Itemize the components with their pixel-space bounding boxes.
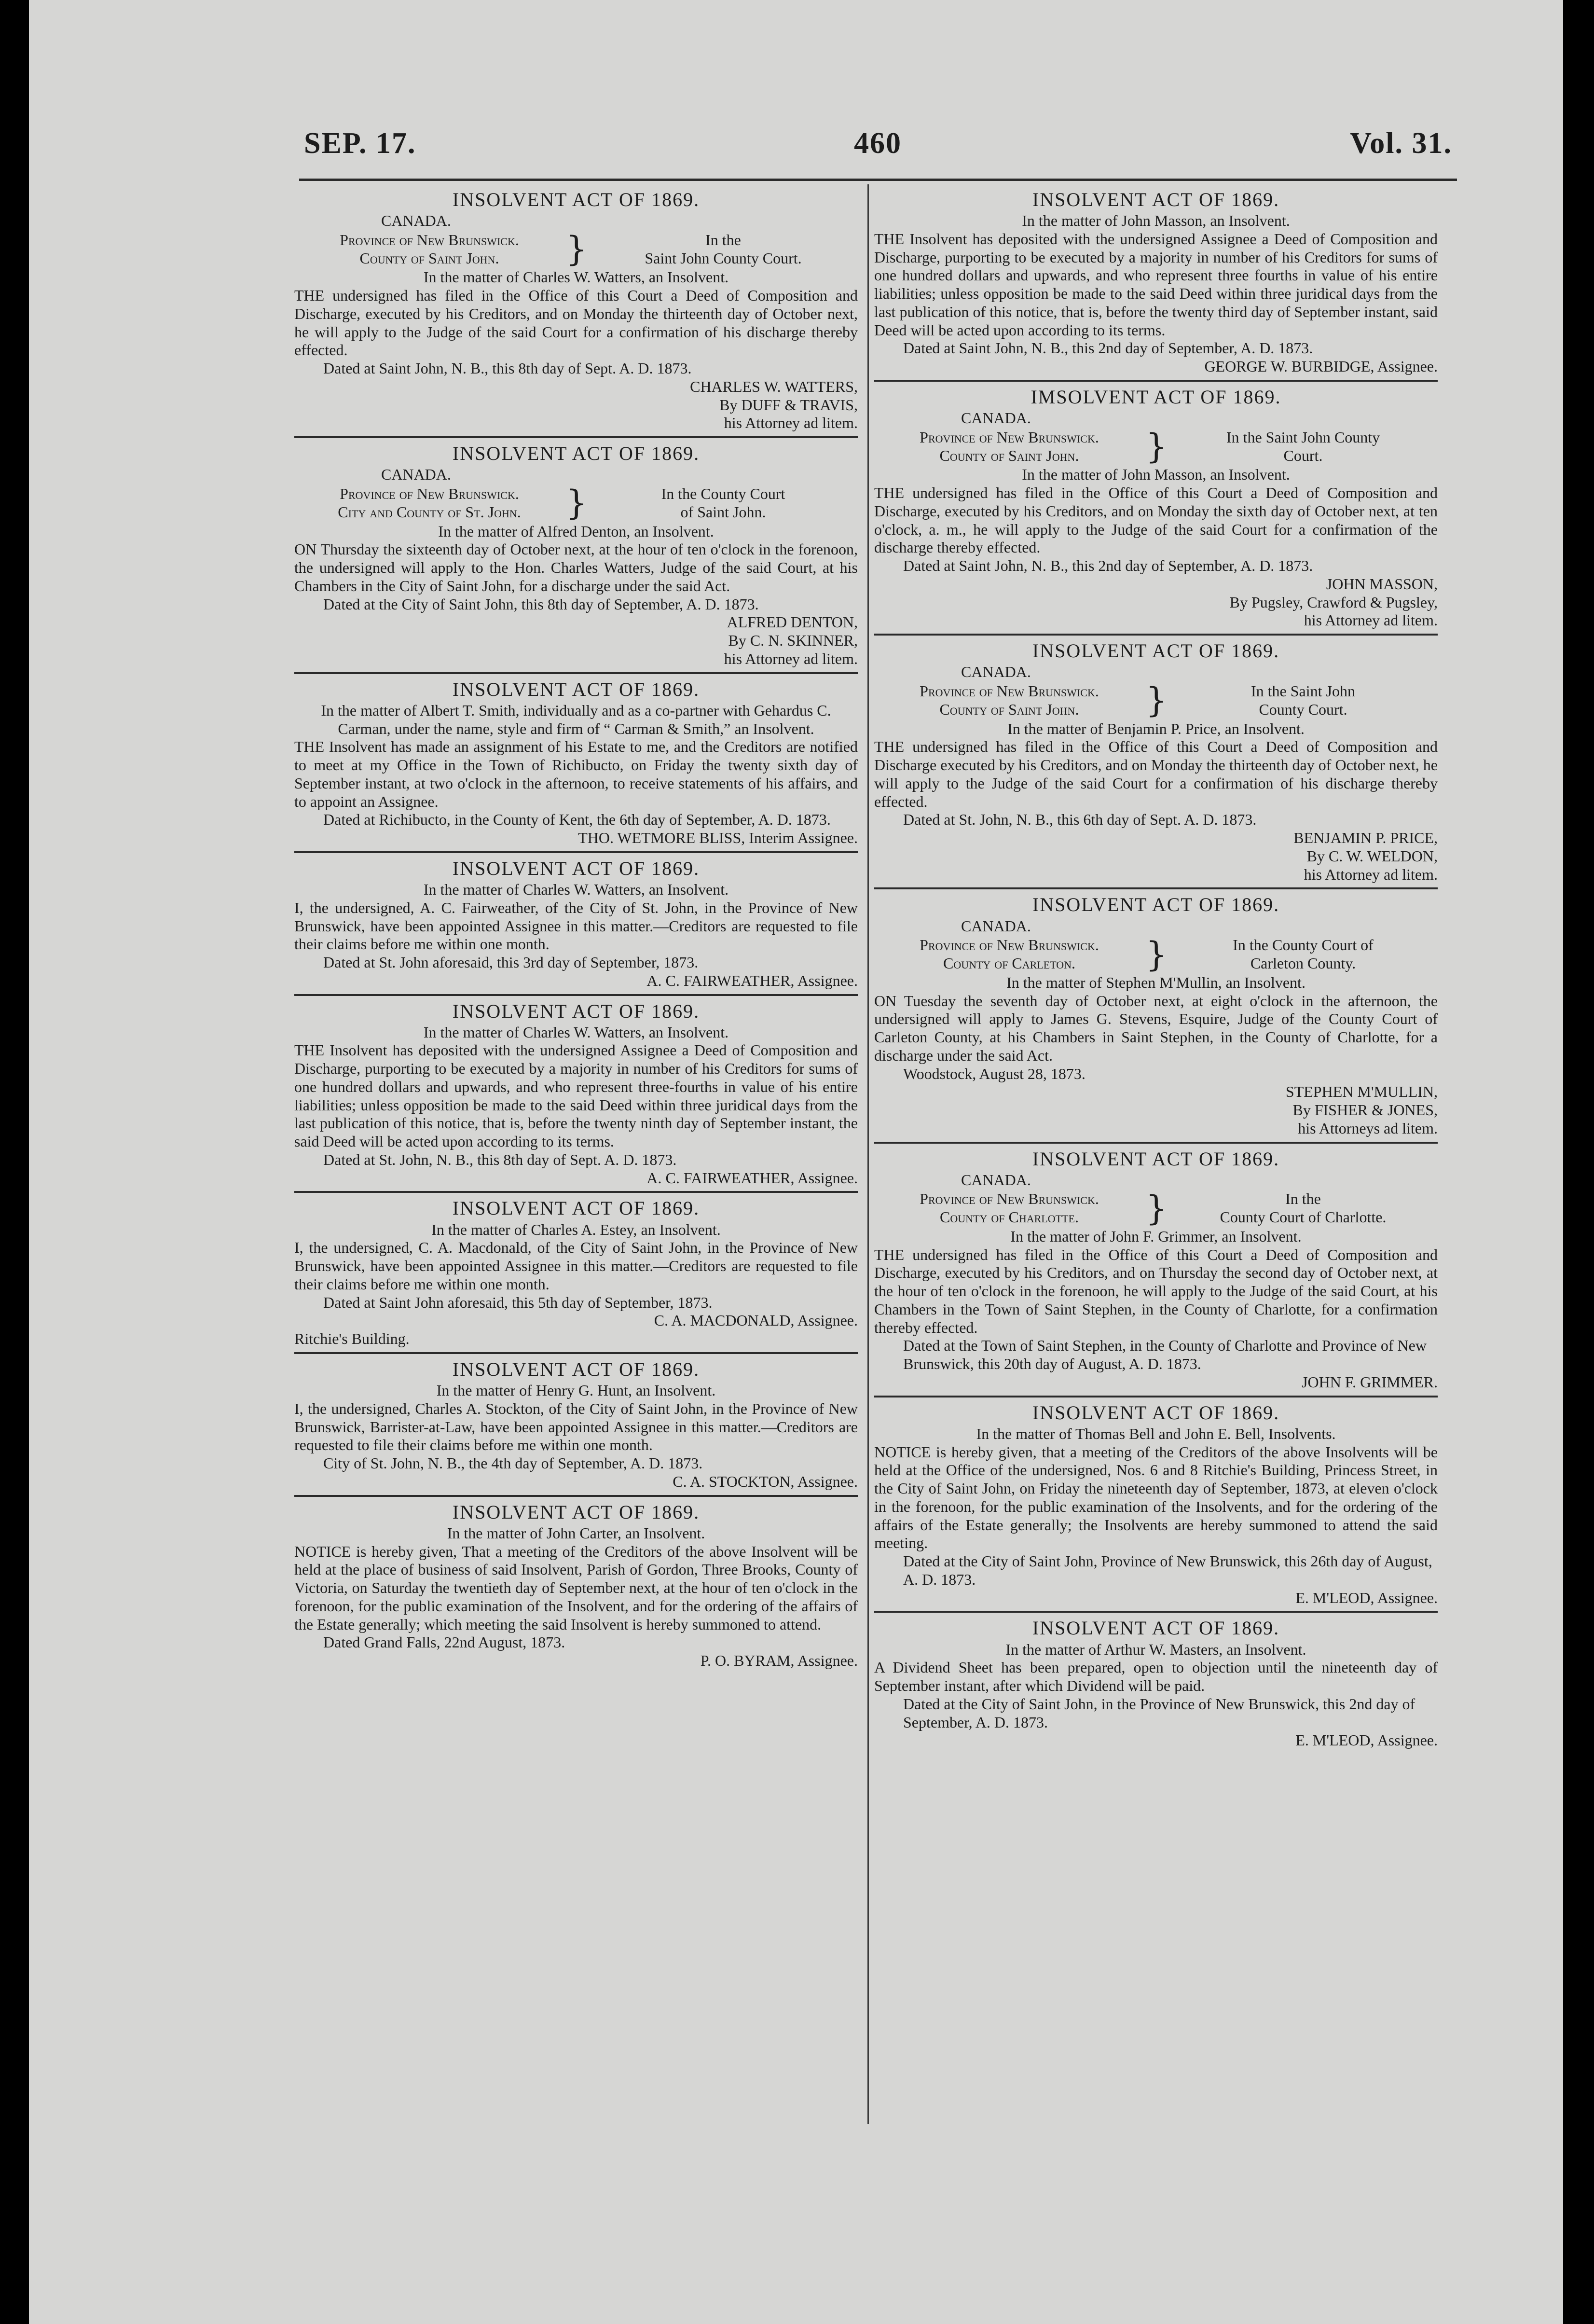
signature-line: E. M'LEOD, Assignee. [1295,1589,1438,1606]
dated-line: City of St. John, N. B., the 4th day of September, A. D. 1873. [323,1454,703,1472]
caption-right [1168,936,1438,973]
caption-left-line: County of Carleton. [943,954,1076,972]
page-number: 460 [854,127,902,160]
notice [294,1000,858,1193]
dated-line: Dated at St. John, N. B., this 8th day of Sept. A. D. 1873. [323,1150,677,1168]
notice-body: ON Tuesday the seventh day of October next, at eight o'clock in the afternoon, the undersigned will apply to James G. Stevens, Esquire, Judge of the County Court of Carleton County, at his Chambers in Saint Stephen, in the County of Charlotte, for a discharge under the said Act. [874,992,1438,1064]
signature-line: By C. W. WELDON, [1306,847,1438,865]
notice [874,1617,1438,1754]
caption-left [874,429,1144,465]
signature-block [874,1589,1438,1607]
caption-left-line: Province of New Brunswick. [920,1190,1099,1208]
notice-footer: Ritchie's Building. [294,1330,410,1348]
court-caption [294,485,858,522]
signature-line: C. A. STOCKTON, Assignee. [673,1472,858,1490]
matter-line: In the matter of Benjamin P. Price, an Insolvent. [1007,719,1305,737]
signature-block [874,1373,1438,1392]
page-header [304,126,1452,165]
notice-title: INSOLVENT ACT OF 1869. [1032,894,1280,916]
signature-line: BENJAMIN P. PRICE, [1293,829,1438,847]
signature-line: By Pugsley, Crawford & Pugsley, [1229,593,1438,611]
signature-line: P. O. BYRAM, Assignee. [700,1652,858,1669]
dated-line: Dated at the City of Saint John, Province of New Brunswick, this 26th day of August, A. D. 1873. [903,1552,1432,1588]
jurisdiction: CANADA. [381,212,451,230]
header-rule [299,179,1457,181]
caption-left-line: Province of New Brunswick. [920,682,1099,700]
caption-right-line: In the County Court [661,485,785,503]
notice-title: INSOLVENT ACT OF 1869. [452,1197,700,1219]
caption-right-line: County Court. [1259,700,1347,718]
caption-right [1168,682,1438,719]
notice-title: INSOLVENT ACT OF 1869. [452,1501,700,1523]
dated-line: Dated at Saint John, N. B., this 8th day of Sept. A. D. 1873. [323,360,692,377]
notice-body: I, the undersigned, C. A. Macdonald, of the City of Saint John, in the Province of New Brunswick, have been appointed Assignee in this matter.—Creditors are requested to file their claims before me within one month. [294,1239,858,1293]
left-column [294,184,858,1676]
signature-line: THO. WETMORE BLISS, Interim Assignee. [578,829,858,847]
signature-line: C. A. MACDONALD, Assignee. [654,1312,858,1329]
notice [294,442,858,674]
caption-left-line: Province of New Brunswick. [920,428,1099,446]
signature-line: GEORGE W. BURBIDGE, Assignee. [1204,358,1438,375]
signature-block [874,575,1438,630]
notice-title: INSOLVENT ACT OF 1869. [452,857,700,879]
signature-line: his Attorney ad litem. [1304,611,1438,629]
matter-line: In the matter of Charles W. Watters, an Insolvent. [423,881,729,898]
dated-line: Dated Grand Falls, 22nd August, 1873. [323,1633,565,1651]
caption-left-line: County of Charlotte. [940,1208,1079,1226]
caption-right-line: In the Saint John County [1226,428,1380,446]
notice [294,857,858,996]
signature-line: By DUFF & TRAVIS, [719,396,858,414]
caption-left-line: Province of New Brunswick. [340,485,519,503]
signature-line: By C. N. SKINNER, [728,632,858,650]
notice-title: INSOLVENT ACT OF 1869. [452,678,700,700]
signature-block [874,358,1438,376]
caption-brace: } [565,229,588,269]
caption-right-line: In the Saint John [1251,682,1355,700]
notice-title: INSOLVENT ACT OF 1869. [452,443,700,465]
caption-right-line: Carleton County. [1250,954,1356,972]
caption-brace: } [1145,427,1168,467]
right-column [874,184,1438,1756]
caption-right-line: In the [705,231,741,249]
signature-block [294,613,858,668]
signature-block [294,1473,858,1491]
signature-block [874,829,1438,884]
caption-left [294,485,564,522]
matter-line: In the matter of Charles W. Watters, an Insolvent. [423,1023,729,1041]
notice [294,678,858,853]
dated-line: Dated at the Town of Saint Stephen, in the County of Charlotte and Province of New Brunswick, this 20th day of August, A. D. 1873. [903,1337,1427,1373]
caption-left [294,231,564,268]
caption-right-line: In the County Court of [1233,936,1374,954]
court-caption [874,429,1438,465]
caption-right-line: Saint John County Court. [645,249,802,267]
notice [874,188,1438,382]
signature-block [294,1312,858,1330]
jurisdiction: CANADA. [381,466,451,484]
caption-right-line: of Saint John. [680,503,766,521]
dated-line: Dated at Richibucto, in the County of Kent, the 6th day of September, A. D. 1873. [323,811,831,829]
signature-line: his Attorney ad litem. [724,650,858,667]
notice-body: THE undersigned has filed in the Office of this Court a Deed of Composition and Discharge executed by his Creditors, and on Monday the thirteenth day of October next, he will apply to the Judge of the said Court for a confirmation of his discharge thereby effected. [874,738,1438,810]
signature-line: By FISHER & JONES, [1292,1101,1438,1119]
caption-right [589,231,858,268]
caption-left [874,1190,1144,1227]
matter-line: In the matter of Stephen M'Mullin, an Insolvent. [1006,973,1305,991]
matter-line: In the matter of Arthur W. Masters, an Insolvent. [1005,1640,1306,1658]
matter-line: In the matter of John Masson, an Insolvent. [1022,212,1290,230]
notice-body: THE undersigned has filed in the Office of this Court a Deed of Composition and Discharge, executed by his Creditors, and on Monday the thirteenth day of October next, he will apply to the Judge of the said Court for a confirmation of his discharge thereby effected. [294,287,858,359]
notice-title: INSOLVENT ACT OF 1869. [1032,640,1280,662]
notice-title: INSOLVENT ACT OF 1869. [1032,1148,1280,1170]
caption-brace: } [1145,1188,1168,1228]
caption-left-line: Province of New Brunswick. [920,936,1099,954]
caption-left-line: County of Saint John. [359,249,499,267]
dated-line: Dated at the City of Saint John, in the Province of New Brunswick, this 2nd day of September, A. D. 1873. [903,1695,1415,1731]
caption-left-line: Province of New Brunswick. [340,231,519,249]
notice [294,188,858,438]
notice-body: THE Insolvent has deposited with the undersigned Assignee a Deed of Composition and Discharge, purporting to be executed by a majority in number of his Creditors for sums of one hundred dollars and upwards, and who represent three-fourths in value of his entire liabilities; unless opposition be made to the said Deed within three juridical days from the last publication of this notice, that is, before the twenty ninth day of September instant, the said Deed will be acted upon according to its terms. [294,1041,858,1150]
caption-left [874,682,1144,719]
caption-brace: } [1145,934,1168,974]
signature-line: CHARLES W. WATTERS, [690,377,858,395]
notice-body: THE Insolvent has made an assignment of his Estate to me, and the Creditors are notified to meet at my Office in the Town of Richibucto, on Friday the twenty sixth day of September instant, at two o'clock in the afternoon, to receive statements of his affairs, and to appoint an Assignee. [294,738,858,810]
matter-line: In the matter of John F. Grimmer, an Insolvent. [1010,1227,1302,1245]
signature-block [294,972,858,990]
notice-body: ON Thursday the sixteenth day of October next, at the hour of ten o'clock in the forenoon, the undersigned will apply to the Hon. Charles Watters, Judge of the said Court, at his Chambers in the City of Saint John, for a discharge under the said Act. [294,540,858,595]
matter-line: In the matter of Thomas Bell and John E. Bell, Insolvents. [976,1425,1336,1442]
jurisdiction: CANADA. [961,663,1031,681]
notice-title: INSOLVENT ACT OF 1869. [1032,1617,1280,1639]
caption-right [589,485,858,522]
dated-line: Dated at the City of Saint John, this 8th day of September, A. D. 1873. [323,595,759,613]
court-caption [874,936,1438,973]
dated-line: Dated at Saint John aforesaid, this 5th day of September, 1873. [323,1293,713,1311]
notice-body: THE undersigned has filed in the Office of this Court a Deed of Composition and Discharge, executed by his Creditors, and on Thursday the second day of October next, at the hour of ten o'clock in the forenoon, he will apply to the Judge of the said Court, at his Chambers in the Town of Saint Stephen, in the County of Charlotte, for a confirmation thereby effected. [874,1245,1438,1336]
notice-body: NOTICE is hereby given, That a meeting of the Creditors of the above Insolvent will be held at the place of business of said Insolvent, Parish of Gordon, Three Brooks, County of Victoria, on Saturday the twentieth day of September next, at the hour of ten o'clock in the forenoon, for the public examination of the Insolvent, and for the ordering of the affairs of the Estate generally; which meeting the said Insolvent is hereby summoned to attend. [294,1542,858,1633]
caption-right-line: County Court of Charlotte. [1220,1208,1387,1226]
signature-block [294,378,858,432]
caption-left-line: County of Saint John. [939,446,1079,464]
signature-block [874,1083,1438,1137]
caption-right-line: Court. [1283,446,1323,464]
caption-right-line: In the [1285,1190,1321,1208]
caption-right [1168,429,1438,465]
matter-line: In the matter of Albert T. Smith, individually and as a co-partner with Gehardus C. Carman, under the name, style and firm of “ Carman & Smith,” an Insolvent. [321,701,831,737]
signature-block [294,1652,858,1670]
notice [874,1401,1438,1613]
notice [294,1358,858,1497]
signature-block [294,829,858,847]
notice [874,386,1438,636]
signature-line: his Attorney ad litem. [724,414,858,432]
dated-line: Dated at St. John aforesaid, this 3rd day of September, 1873. [323,954,699,971]
notice [874,1148,1438,1397]
signature-block [874,1731,1438,1750]
issue-date: SEP. 17. [304,127,416,160]
dated-line: Woodstock, August 28, 1873. [903,1065,1086,1082]
matter-line: In the matter of Alfred Denton, an Insolvent. [438,522,714,540]
signature-line: A. C. FAIRWEATHER, Assignee. [646,1169,858,1187]
jurisdiction: CANADA. [961,917,1031,935]
signature-line: A. C. FAIRWEATHER, Assignee. [646,971,858,989]
caption-right [1168,1190,1438,1227]
signature-line: JOHN MASSON, [1326,575,1438,593]
signature-line: his Attorneys ad litem. [1298,1119,1438,1137]
jurisdiction: CANADA. [961,1171,1031,1189]
notice [294,1501,858,1674]
caption-left-line: County of Saint John. [939,700,1079,718]
notice-body: NOTICE is hereby given, that a meeting of the Creditors of the above Insolvents will be held at the Office of the undersigned, Nos. 6 and 8 Ritchie's Building, Princess Street, in the City of Saint John, on Friday the nineteenth day of September, 1873, at eleven o'clock in the forenoon, for the public examination of the Insolvents, and for the ordering of the affairs of the Estate generally; the Insolvents are hereby summoned to attend the said meeting. [874,1443,1438,1552]
signature-line: his Attorney ad litem. [1304,865,1438,883]
notice [874,893,1438,1143]
dated-line: Dated at Saint John, N. B., this 2nd day of September, A. D. 1873. [903,557,1313,575]
signature-block [294,1169,858,1188]
notice-title: INSOLVENT ACT OF 1869. [1032,189,1280,210]
column-divider [867,184,869,2124]
notice-body: I, the undersigned, A. C. Fairweather, of the City of St. John, in the Province of New Brunswick, have been appointed Assignee in this matter.—Creditors are requested to file their claims before me within one month. [294,899,858,953]
matter-line: In the matter of John Carter, an Insolvent. [447,1524,705,1542]
matter-line: In the matter of John Masson, an Insolvent. [1022,466,1290,484]
caption-left [874,936,1144,973]
jurisdiction: CANADA. [961,409,1031,427]
caption-left-line: City and County of St. John. [338,503,521,521]
signature-line: ALFRED DENTON, [727,613,858,631]
notice-body: A Dividend Sheet has been prepared, open to objection until the nineteenth day of September instant, after which Dividend will be paid. [874,1659,1438,1695]
notice-title: INSOLVENT ACT OF 1869. [452,1358,700,1380]
volume-number: Vol. 31. [1350,127,1452,160]
notice-title: IMSOLVENT ACT OF 1869. [1031,386,1281,408]
notice-body: THE Insolvent has deposited with the undersigned Assignee a Deed of Composition and Discharge, purporting to be executed by a majority in number of his Creditors for sums of one hundred dollars and upwards, and who represent three fourths in value of his entire liabilities; unless opposition be made to the said Deed within three juridical days from the last publication of this notice, that is, before the twenty third day of September instant, said Deed will be acted upon according to its terms. [874,230,1438,339]
notice-title: INSOLVENT ACT OF 1869. [452,1000,700,1022]
caption-brace: } [565,483,588,523]
notice [874,639,1438,889]
notice [294,1197,858,1354]
court-caption [874,1190,1438,1227]
signature-line: JOHN F. GRIMMER. [1302,1373,1438,1391]
court-caption [874,682,1438,719]
court-caption [294,231,858,268]
dated-line: Dated at Saint John, N. B., this 2nd day of September, A. D. 1873. [903,339,1313,357]
matter-line: In the matter of Henry G. Hunt, an Insolvent. [436,1382,716,1399]
notice-title: INSOLVENT ACT OF 1869. [1032,1401,1280,1424]
caption-brace: } [1145,680,1168,720]
notice-body: I, the undersigned, Charles A. Stockton, of the City of Saint John, in the Province of New Brunswick, Barrister-at-Law, have been appointed Assignee in this matter.—Creditors are requested to file their claims before me within one month. [294,1399,858,1454]
signature-line: STEPHEN M'MULLIN, [1285,1083,1438,1101]
notice-body: THE undersigned has filed in the Office of this Court a Deed of Composition and Discharge, executed by his Creditors, and on Monday the sixth day of October next, at ten o'clock, a. m., he will apply to the Judge of the said Court for a confirmation of the discharge thereby effected. [874,484,1438,556]
matter-line: In the matter of Charles A. Estey, an Insolvent. [431,1220,721,1238]
notice-title: INSOLVENT ACT OF 1869. [452,189,700,210]
dated-line: Dated at St. John, N. B., this 6th day of Sept. A. D. 1873. [903,811,1257,829]
newspaper-page [29,0,1563,2324]
matter-line: In the matter of Charles W. Watters, an Insolvent. [423,268,729,286]
signature-line: E. M'LEOD, Assignee. [1295,1731,1438,1749]
